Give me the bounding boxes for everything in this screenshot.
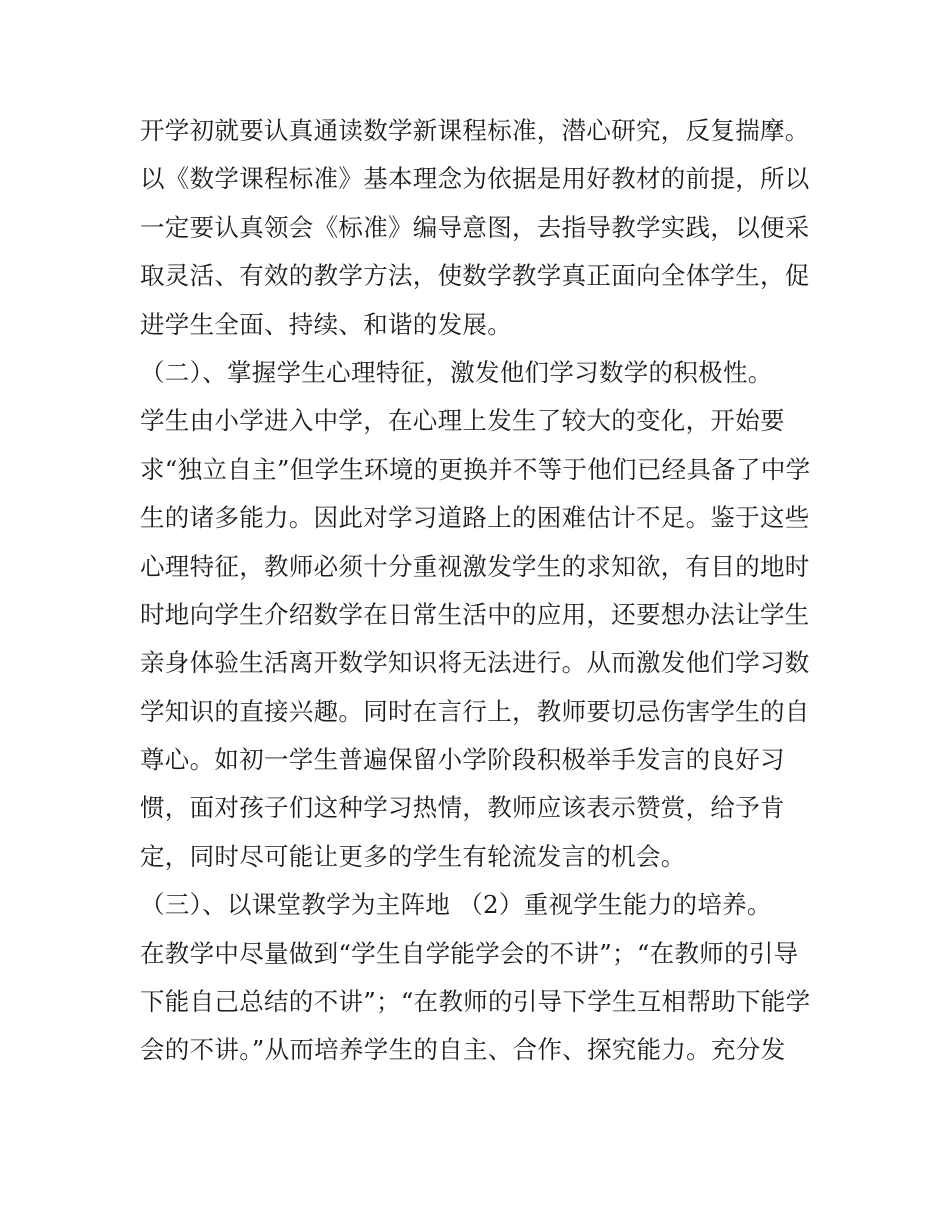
text-line: 生的诸多能力。因此对学习道路上的困难估计不足。鉴于这些 [140, 503, 810, 533]
text-line: 求“独立自主”但学生环境的更换并不等于他们已经具备了中学 [140, 454, 811, 484]
text-line: 学知识的直接兴趣。同时在言行上，教师要切忌伤害学生的自 [140, 696, 810, 726]
text-line: 一定要认真领会《标准》编导意图，去指导教学实践，以便采 [140, 212, 810, 242]
body-text [140, 107, 830, 1075]
text-line: 以《数学课程标准》基本理念为依据是用好教材的前提，所以 [140, 164, 810, 194]
section-heading: （二）、掌握学生心理特征，激发他们学习数学的积极性。 [140, 357, 773, 387]
text-line: 下能自己总结的不讲”；“在教师的引导下学生互相帮助下能学 [140, 987, 811, 1017]
text-line: 尊心。如初一学生普遍保留小学阶段积极举手发言的良好习 [140, 745, 785, 775]
text-line: 进学生全面、持续、和谐的发展。 [140, 309, 512, 339]
text-line: 开学初就要认真通读数学新课程标准，潜心研究，反复揣摩。 [140, 116, 810, 145]
section-heading: （三）、以课堂教学为主阵地 （2）重视学生能力的培养。 [140, 890, 772, 920]
text-line: 定，同时尽可能让更多的学生有轮流发言的机会。 [140, 841, 686, 871]
text-line: 学生由小学进入中学，在心理上发生了较大的变化，开始要 [140, 406, 785, 436]
text-line: 亲身体验生活离开数学知识将无法进行。从而激发他们学习数 [140, 648, 810, 678]
text-line: 会的不讲。”从而培养学生的自主、合作、探究能力。充分发 [140, 1035, 786, 1065]
text-line: 心理特征，教师必须十分重视激发学生的求知欲，有目的地时 [140, 551, 810, 581]
text-line: 取灵活、有效的教学方法，使数学教学真正面向全体学生，促 [140, 261, 810, 291]
text-line: 惯，面对孩子们这种学习热情，教师应该表示赞赏，给予肯 [140, 793, 785, 823]
text-line: 时地向学生介绍数学在日常生活中的应用，还要想办法让学生 [140, 599, 810, 629]
text-line: 在教学中尽量做到“学生自学能学会的不讲”；“在教师的引导 [140, 938, 799, 968]
